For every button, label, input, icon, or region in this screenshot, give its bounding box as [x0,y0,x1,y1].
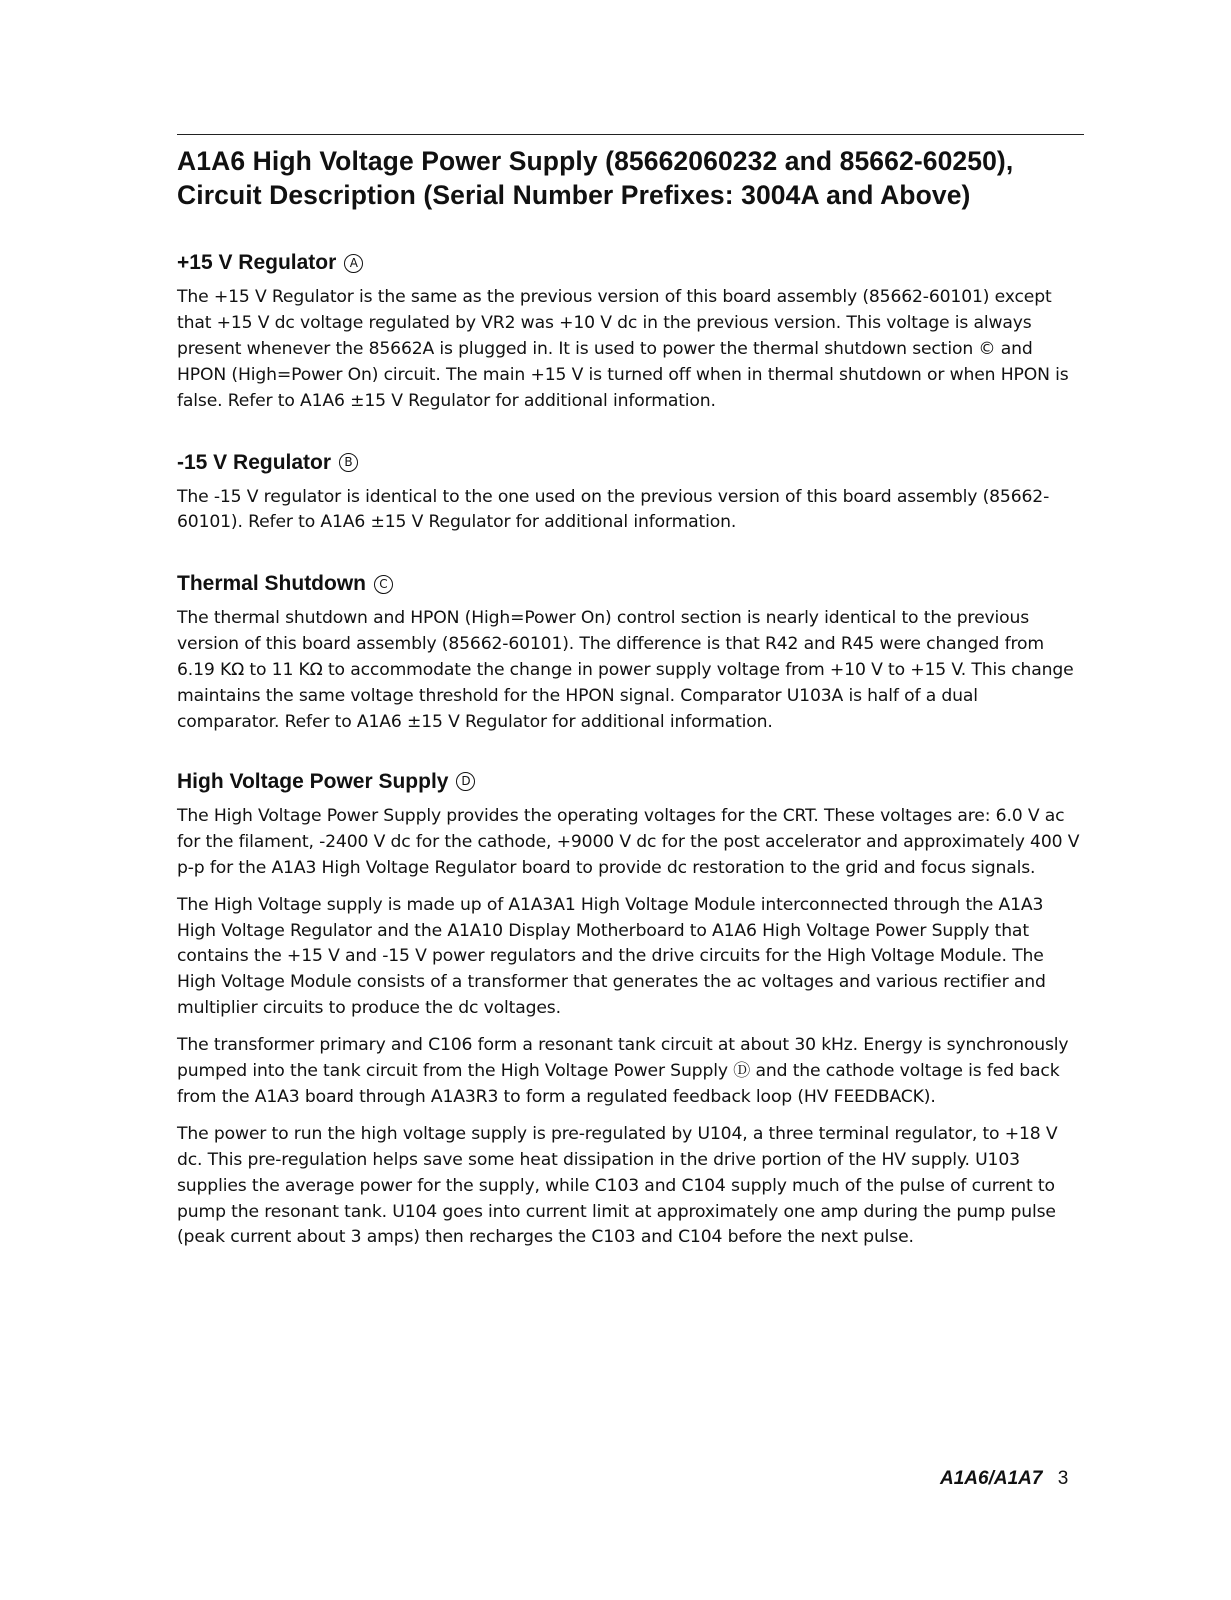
section-heading-text: High Voltage Power Supply [177,769,449,793]
section-heading-text: +15 V Regulator [177,251,337,274]
paragraph: The -15 V regulator is identical to the one used on the previous version of this board assembly (85662-60101). Refer to A1A6 ±15 V Regulator for additional information. [177,486,1050,533]
page-number: 3 [1057,1468,1069,1489]
section-heading-text: Thermal Shutdown [177,572,366,596]
section-heading-thermal-shutdown [177,570,1084,598]
paragraph: The High Voltage Power Supply provides the operating voltages for the CRT. These voltages are: 6.0 V ac for the filament, -2400 V dc for the cathode, +9000 V dc for the post accelerator and approximately 400 V p-p for the A1A3 High Voltage Regulator board to provide dc restoration to the grid and focus signals. [177,805,1080,878]
paragraph: The power to run the high voltage supply is pre-regulated by U104, a three terminal regulator, to +18 V dc. This pre-regulation helps save some heat dissipation in the drive portion of the HV supply. U103 supplies the average power for the supply, while C103 and C104 supply much of the pulse of current to pump the resonant tank. U104 goes into current limit at approximately one amp during the pump pulse (peak current about 3 amps) then recharges the C103 and C104 before the next pulse. [177,1123,1058,1248]
circled-marker-c: C [374,575,393,594]
section-heading-high-voltage-power-supply [177,768,1084,796]
circled-marker-a: A [344,254,363,273]
footer-document-id: A1A6/A1A7 [940,1468,1043,1489]
circled-marker-b: B [339,453,358,472]
top-rule [177,134,1084,135]
circled-marker-d: D [456,772,475,791]
paragraph: The +15 V Regulator is the same as the previous version of this board assembly (85662-60101) except that +15 V dc voltage regulated by VR2 was +10 V dc in the previous version. This voltage is always present whenever the 85662A is plugged in. It is used to power the thermal shutdown section © and HPON (High=Power On) circuit. The main +15 V is turned off when in thermal shutdown or when HPON is false. Refer to A1A6 ±15 V Regulator for additional information. [177,287,1069,411]
page-footer [940,1468,1068,1490]
section-heading-minus15-regulator [177,449,1084,477]
document-page [177,134,1084,1251]
section-heading-text: -15 V Regulator [177,450,332,474]
paragraph: The transformer primary and C106 form a resonant tank circuit at about 30 kHz. Energy is synchronously pumped into the tank circuit from the High Voltage Power Supply Ⓓ and the cathode voltage is fed back from the A1A3 board through A1A3R3 to form a regulated feedback loop (HV FEEDBACK). [177,1035,1069,1107]
paragraph: The thermal shutdown and HPON (High=Power On) control section is nearly identical to the previous version of this board assembly (85662-60101). The difference is that R42 and R45 were changed from 6.19 KΩ to 11 KΩ to accommodate the change in power supply voltage from +10 V to +15 V. This change maintains the same voltage threshold for the HPON signal. Comparator U103A is half of a dual comparator. Refer to A1A6 ±15 V Regulator for additional information. [177,608,1074,732]
section-heading-plus15-regulator [177,249,1084,277]
paragraph: The High Voltage supply is made up of A1A3A1 High Voltage Module interconnected through the A1A3 High Voltage Regulator and the A1A10 Display Motherboard to A1A6 High Voltage Power Supply that contains the +15 V and -15 V power regulators and the drive circuits for the High Voltage Module. The High Voltage Module consists of a transformer that generates the ac voltages and various rectifier and multiplier circuits to produce the dc voltages. [177,894,1046,1019]
page-title: A1A6 High Voltage Power Supply (85662060232 and 85662-60250), Circuit Description (Serial Number Prefixes: 3004A and Above) [177,146,1014,210]
